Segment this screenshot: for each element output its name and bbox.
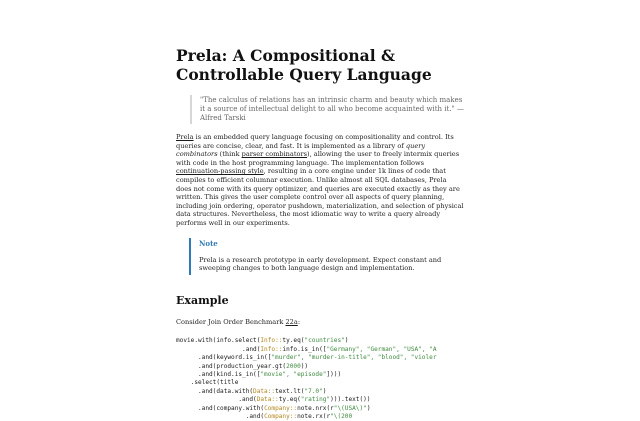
example-lead-end: : [297,317,301,326]
code-line-4: .and(production_year.gt(2000)) [176,362,309,370]
code-line-1: movie.with(info.select(Info::ty.eq("countries") [176,337,349,345]
code-line-7: .and(data.with(Data::text.lt("7.0") [176,387,327,395]
intro-text-3: ), allowing the user to freely intermix queries with code in the host programming language. The implementation follows [176,150,460,167]
prela-link[interactable]: Prela [176,133,194,141]
intro-text-1: is an embedded query language focusing on compositionality and control. Its queries are concise, clear, and fast. It is implemented as a library of [176,133,454,150]
epigraph [190,95,464,124]
epigraph-attribution: —Alfred Tarski [200,105,464,122]
intro-paragraph [176,133,464,228]
example-lead-text: Consider Join Order Benchmark [176,317,286,326]
note-title: Note [199,238,218,248]
code-line-5: .and(kind.is_in(["movie", "episode"]))) [176,370,342,378]
example-heading: Example [176,293,229,307]
example-lead [176,318,464,327]
note-callout [189,238,464,275]
article [176,46,464,421]
code-line-6: .select(title [176,379,239,387]
cps-link[interactable]: continuation-passing style [176,167,264,176]
code-line-9: .and(company.with(Company::note.nrx(r"\(USA\)") [176,404,371,412]
code-line-8: .and(Data::ty.eq("rating"))).text()) [176,396,371,404]
code-line-3: .and(keyword.is_in(["murder", "murder-in-title", "blood", "violer [176,354,437,362]
code-block [176,337,466,421]
epigraph-quote: "The calculus of relations has an intrinsic charm and beauty which makes it a source of intellectual delight to all who become acquainted with it." [200,96,463,113]
job-22a-link[interactable]: 22a [285,317,298,326]
code-line-10: .and(Company::note.rx(r"\(200 [176,412,353,420]
parser-combinators-link[interactable]: parser combinators [241,150,308,159]
intro-text-4: , resulting in a core engine under 1k lines of code that compiles to efficient columnar execution. Unlike almost all SQL databases, Prela does not come with its query optimizer, and queries are executed exactly as they are written. This gives the user complete control over all aspects of query planning, including join ordering, operator pushdown, materialization, and selection of physical data structures. Nevertheless, the most idiomatic way to write a query already performs well in our experiments. [176,167,464,227]
code-line-2: .and(Info::info.is_in(["Germany", "German", "USA", "A [176,345,437,353]
note-text: Prela is a research prototype in early development. Expect constant and sweeping changes to both language design and implementation. [199,255,442,273]
intro-emphasis: query combinators [176,141,426,159]
intro-text-2: (think [217,150,242,159]
page-title: Prela: A Compositional & Controllable Query Language [176,46,432,84]
